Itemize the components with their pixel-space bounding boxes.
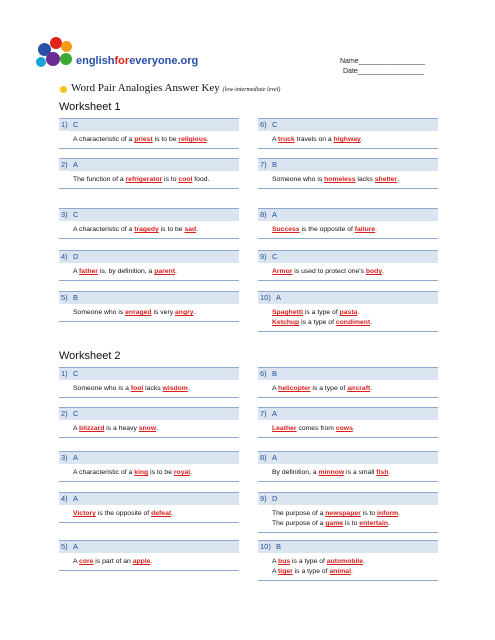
text-segment: A characteristic of a <box>73 469 135 476</box>
answer-letter: B <box>272 160 278 169</box>
text-segment: . <box>363 558 365 565</box>
answer-item <box>59 492 239 523</box>
key-word: blizzard <box>79 425 105 432</box>
answer-item <box>258 540 438 581</box>
text-segment: . <box>171 510 174 517</box>
text-segment: is very <box>151 309 176 316</box>
text-segment: A <box>73 425 80 432</box>
page-title <box>71 82 280 94</box>
text-segment: . <box>370 385 373 392</box>
text-segment: A <box>73 268 80 275</box>
text-segment: lacks <box>143 385 163 392</box>
key-word: newspaper <box>325 510 361 517</box>
brand-part-english: english <box>76 55 115 67</box>
answer-header <box>59 407 239 420</box>
logo-dot-orange <box>61 41 72 52</box>
answer-header <box>258 407 438 420</box>
explanation-line <box>73 267 237 277</box>
text-segment: is a type of <box>290 558 327 565</box>
key-word: fool <box>130 385 144 392</box>
question-number: 9) <box>260 252 267 261</box>
answer-item <box>258 367 438 398</box>
text-segment: is used to protect one's <box>292 268 366 275</box>
key-word: Success <box>272 226 300 233</box>
answer-header <box>59 118 239 131</box>
question-number: 4) <box>61 494 68 503</box>
key-word: homeless <box>324 176 356 183</box>
text-segment: . <box>190 469 193 476</box>
text-segment: A <box>73 558 80 565</box>
text-segment: is, by definition, a <box>97 268 155 275</box>
explanation-text <box>258 505 438 533</box>
answer-letter: C <box>73 369 79 378</box>
explanation-text <box>59 505 239 523</box>
explanation-line <box>272 135 436 145</box>
answer-letter: A <box>73 494 79 503</box>
explanation-line <box>73 135 237 145</box>
question-number: 3) <box>61 210 68 219</box>
answer-item <box>258 492 438 533</box>
key-word: enraged <box>125 309 152 316</box>
key-word: game <box>325 520 344 527</box>
logo-dot-green <box>60 53 72 65</box>
logo-dot-purple <box>46 52 60 66</box>
explanation-text <box>258 420 438 438</box>
title-level: (low-intermediate level) <box>222 87 281 93</box>
answer-item <box>59 118 239 149</box>
text-segment: . <box>388 520 390 527</box>
answer-item <box>258 208 438 239</box>
explanation-text <box>258 304 438 332</box>
text-segment: Someone who is <box>272 176 325 183</box>
question-number: 5) <box>61 293 68 302</box>
text-segment: food. <box>192 176 210 183</box>
text-segment: By definition, a <box>272 469 319 476</box>
question-number: 10) <box>260 542 271 551</box>
explanation-line <box>73 509 237 519</box>
key-word: refrigerator <box>125 176 163 183</box>
answer-header <box>59 540 239 553</box>
text-segment: travels on a <box>294 136 334 143</box>
text-segment: is a type of <box>299 319 336 326</box>
answer-letter: A <box>272 409 278 418</box>
answer-letter: B <box>272 369 278 378</box>
explanation-line <box>272 557 436 567</box>
key-word: apple <box>132 558 151 565</box>
text-segment: is to be <box>148 469 174 476</box>
text-segment: A <box>272 136 279 143</box>
key-word: king <box>134 469 149 476</box>
key-word: entertain <box>359 520 389 527</box>
explanation-line <box>272 567 436 577</box>
text-segment: . <box>382 268 385 275</box>
explanation-text <box>258 464 438 482</box>
answer-item <box>258 291 438 332</box>
answer-header <box>258 367 438 380</box>
answer-letter: C <box>73 409 79 418</box>
answer-letter: A <box>272 210 278 219</box>
explanation-text <box>258 553 438 581</box>
explanation-text <box>258 171 438 189</box>
text-segment: is a type of <box>310 385 348 392</box>
explanation-line <box>272 468 436 478</box>
key-word: Victory <box>73 510 96 517</box>
explanation-text <box>59 420 239 438</box>
question-number: 3) <box>61 453 68 462</box>
answer-item <box>59 208 239 239</box>
explanation-text <box>258 380 438 398</box>
question-number: 2) <box>61 160 68 169</box>
explanation-text <box>59 553 239 571</box>
key-word: truck <box>278 136 295 143</box>
answer-header <box>258 118 438 131</box>
text-segment: A <box>272 568 279 575</box>
answer-item <box>59 407 239 438</box>
answer-item <box>258 118 438 149</box>
key-word: angry <box>175 309 194 316</box>
explanation-text <box>59 304 239 322</box>
explanation-text <box>59 464 239 482</box>
text-segment: is the opposite of <box>299 226 355 233</box>
answer-header <box>258 208 438 221</box>
key-word: core <box>79 558 94 565</box>
key-word: Ketchup <box>272 319 300 326</box>
logo-dot-cyan <box>36 57 46 67</box>
question-number: 4) <box>61 252 68 261</box>
question-number: 8) <box>260 210 267 219</box>
key-word: defeat <box>151 510 172 517</box>
answer-header <box>258 451 438 464</box>
answer-header <box>59 208 239 221</box>
text-segment: . <box>375 226 378 233</box>
text-segment: is to be <box>158 226 185 233</box>
answer-item <box>258 250 438 281</box>
question-number: 6) <box>260 120 267 129</box>
text-segment: is a type of <box>302 309 340 316</box>
title-bullet-icon <box>60 86 67 93</box>
answer-item <box>258 451 438 482</box>
key-word: tragedy <box>134 226 159 233</box>
text-segment: A <box>272 558 279 565</box>
explanation-text <box>258 263 438 281</box>
explanation-line <box>272 267 436 277</box>
key-word: Armor <box>272 268 293 275</box>
answer-letter: A <box>276 293 282 302</box>
explanation-line <box>272 308 436 318</box>
explanation-line <box>272 519 436 529</box>
explanation-text <box>258 131 438 149</box>
text-segment: . <box>352 425 355 432</box>
explanation-text <box>59 171 239 189</box>
explanation-line <box>73 424 237 434</box>
answer-item <box>258 407 438 438</box>
key-word: shelter <box>374 176 398 183</box>
answer-item <box>258 158 438 189</box>
explanation-line <box>73 225 237 235</box>
question-number: 10) <box>260 293 271 302</box>
explanation-line <box>272 509 436 519</box>
text-segment: . <box>150 558 153 565</box>
answer-header <box>258 291 438 304</box>
text-segment: . <box>175 268 177 275</box>
explanation-line <box>272 384 436 394</box>
answer-letter: A <box>73 453 79 462</box>
answer-item <box>59 451 239 482</box>
answer-header <box>258 540 438 553</box>
title-main: Word Pair Analogies Answer Key <box>71 82 220 94</box>
answer-header <box>258 250 438 263</box>
explanation-line <box>73 557 237 567</box>
explanation-line <box>272 318 436 328</box>
key-word: wisdom <box>162 385 188 392</box>
explanation-text <box>59 221 239 239</box>
text-segment: is a heavy <box>104 425 139 432</box>
text-segment: . <box>388 469 391 476</box>
answer-item <box>59 250 239 281</box>
text-segment: A <box>272 385 279 392</box>
key-word: highway <box>333 136 361 143</box>
text-segment: The function of a <box>73 176 126 183</box>
text-segment: . <box>397 176 399 183</box>
key-word: cows <box>335 425 353 432</box>
key-word: aircraft <box>347 385 371 392</box>
key-word: religious <box>178 136 207 143</box>
text-segment: . <box>360 136 363 143</box>
key-word: cool <box>178 176 193 183</box>
text-segment: . <box>350 568 353 575</box>
key-word: bus <box>278 558 291 565</box>
explanation-text <box>258 221 438 239</box>
text-segment: . <box>156 425 159 432</box>
answer-item <box>59 291 239 322</box>
answer-header <box>59 291 239 304</box>
text-segment: . <box>398 510 401 517</box>
key-word: failure <box>354 226 376 233</box>
question-number: 9) <box>260 494 267 503</box>
text-segment: is the opposite of <box>95 510 152 517</box>
answer-letter: C <box>272 120 278 129</box>
text-segment: is a small <box>344 469 377 476</box>
text-segment: A characteristic of a <box>73 226 135 233</box>
text-segment: Someone who is <box>73 309 126 316</box>
explanation-line <box>73 308 237 318</box>
answer-letter: C <box>73 120 79 129</box>
key-word: sad <box>184 226 197 233</box>
question-number: 5) <box>61 542 68 551</box>
key-word: inform <box>377 510 399 517</box>
text-segment: is to <box>343 520 360 527</box>
text-segment: is part of an <box>93 558 133 565</box>
answer-header <box>59 158 239 171</box>
text-segment: . <box>196 226 199 233</box>
key-word: tiger <box>278 568 293 575</box>
key-word: Spaghetti <box>272 309 303 316</box>
explanation-line <box>73 468 237 478</box>
worksheet-title: Worksheet 1 <box>59 101 121 113</box>
explanation-line <box>272 424 436 434</box>
key-word: animal <box>329 568 351 575</box>
text-segment: . <box>370 319 373 326</box>
answer-letter: A <box>73 160 79 169</box>
name-field-label: Name_________________ <box>340 58 425 65</box>
question-number: 2) <box>61 409 68 418</box>
brand-part-for: for <box>114 55 130 67</box>
answer-letter: C <box>272 252 278 261</box>
explanation-text <box>59 380 239 398</box>
answer-letter: D <box>73 252 79 261</box>
answer-letter: A <box>272 453 278 462</box>
answer-header <box>59 367 239 380</box>
text-segment: is to be <box>152 136 179 143</box>
text-segment: is to <box>360 510 378 517</box>
key-word: parent <box>154 268 176 275</box>
explanation-line <box>73 384 237 394</box>
key-word: snow <box>138 425 157 432</box>
answer-header <box>59 451 239 464</box>
text-segment: is a type of <box>292 568 330 575</box>
text-segment: . <box>357 309 360 316</box>
text-segment: Someone who is a <box>73 385 131 392</box>
answer-header <box>59 492 239 505</box>
text-segment: . <box>193 309 196 316</box>
explanation-text <box>59 131 239 149</box>
answer-letter: B <box>73 293 79 302</box>
answer-header <box>258 158 438 171</box>
question-number: 8) <box>260 453 267 462</box>
answer-item <box>59 158 239 189</box>
answer-header <box>59 250 239 263</box>
key-word: helicopter <box>278 385 311 392</box>
question-number: 6) <box>260 369 267 378</box>
question-number: 1) <box>61 120 68 129</box>
worksheet-title: Worksheet 2 <box>59 350 121 362</box>
answer-letter: B <box>276 542 282 551</box>
answer-header <box>258 492 438 505</box>
key-word: priest <box>134 136 153 143</box>
answer-letter: C <box>73 210 79 219</box>
text-segment: . <box>206 136 209 143</box>
text-segment: A characteristic of a <box>73 136 135 143</box>
brand-name[interactable] <box>76 55 198 67</box>
question-number: 7) <box>260 409 267 418</box>
brand-part-everyone: everyone.org <box>129 55 199 67</box>
explanation-line <box>272 175 436 185</box>
explanation-line <box>73 175 237 185</box>
text-segment: The purpose of a <box>272 520 326 527</box>
answer-letter: A <box>73 542 79 551</box>
text-segment: comes from <box>296 425 336 432</box>
text-segment: lacks <box>355 176 375 183</box>
answer-item <box>59 367 239 398</box>
explanation-line <box>272 225 436 235</box>
key-word: father <box>79 268 98 275</box>
answer-item <box>59 540 239 571</box>
key-word: Leather <box>272 425 297 432</box>
key-word: royal <box>173 469 191 476</box>
text-segment: is to <box>162 176 179 183</box>
question-number: 7) <box>260 160 267 169</box>
key-word: body <box>365 268 383 275</box>
site-logo[interactable] <box>36 37 76 73</box>
key-word: automobile <box>326 558 364 565</box>
key-word: minnow <box>318 469 345 476</box>
key-word: pasta <box>339 309 358 316</box>
text-segment: . <box>187 385 190 392</box>
date-field-label: Date_________________ <box>343 68 424 75</box>
key-word: fish <box>376 469 389 476</box>
explanation-text <box>59 263 239 281</box>
question-number: 1) <box>61 369 68 378</box>
answer-letter: D <box>272 494 278 503</box>
text-segment: The purpose of a <box>272 510 326 517</box>
key-word: condiment <box>335 319 371 326</box>
